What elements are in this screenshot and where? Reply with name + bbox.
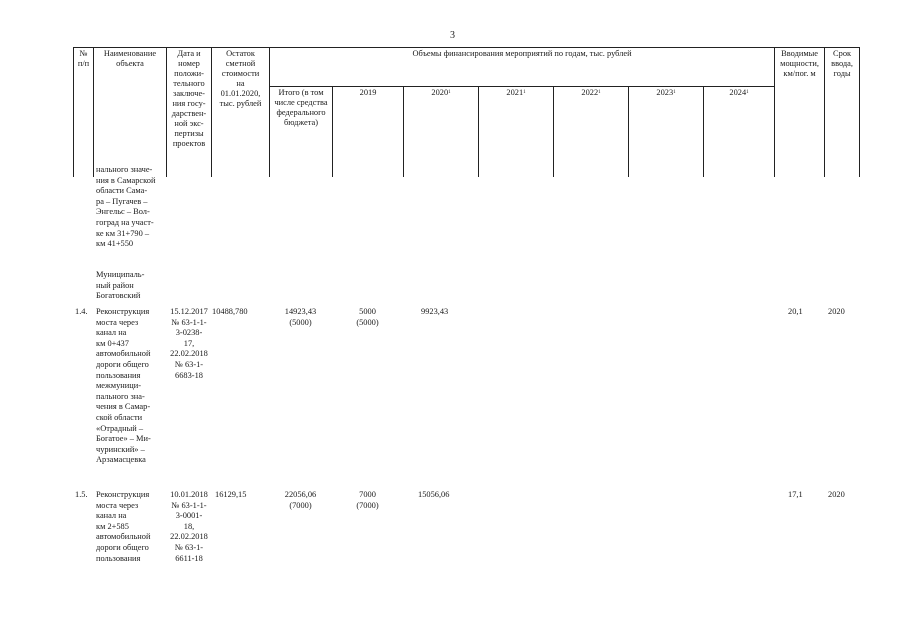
header-remaining-cost: Остаток сметной стоимости на 01.01.2020, тыс. рублей: [212, 48, 270, 165]
column-divider: [269, 165, 270, 177]
row-1-4-capacity: 20,1: [788, 307, 803, 316]
row-1-5-term: 2020: [828, 490, 845, 499]
column-divider: [211, 165, 212, 177]
row-1-5-remaining-cost: 16129,15: [215, 490, 247, 499]
column-divider: [478, 165, 479, 177]
column-divider: [93, 165, 94, 177]
row-1-4-num: 1.4.: [75, 307, 88, 316]
header-expertise-date: Дата и номер положи- тельного заключе- ния госу- дарствен- ной экс- пертизы проектов: [167, 48, 212, 165]
header-capacity: Вводимые мощности, км/пог. м: [775, 48, 825, 165]
footnote-mark: 1: [746, 90, 749, 95]
row-1-5-year-2019: 7000 (7000): [356, 490, 379, 510]
column-divider: [73, 165, 74, 177]
column-divider: [774, 165, 775, 177]
row-1-5-name: Реконструкция моста через канал на км 2+585 автомобильной дороги общего пользования: [96, 490, 151, 563]
header-year-2022: 2022$^1$: [554, 87, 629, 165]
row-1-5-num: 1.5.: [75, 490, 88, 499]
row-1-4-term: 2020: [828, 307, 845, 316]
row-1-4-expertise-date: 15.12.2017 № 63-1-1- 3-0238- 17, 22.02.2018 № 63-1- 6683-18: [170, 307, 208, 380]
header-year-2024: 2024$^1$: [704, 87, 775, 165]
footnote-mark: 1: [598, 90, 601, 95]
column-divider: [403, 165, 404, 177]
continued-object-name: нального значе- ния в Самарской области Сама- ра – Пугачев – Энгельс – Вол- гоград на участ- ке км 31+790 – км 41+550: [96, 165, 156, 249]
header-object-name: Наименование объекта: [94, 48, 167, 165]
row-1-5-total: 22056,06 (7000): [284, 490, 317, 510]
header-year-2020: 2020$^1$: [404, 87, 479, 165]
header-total: Итого (в том числе средства федерального бюджета): [270, 87, 333, 165]
row-1-4-year-2020: 9923,43: [421, 307, 449, 316]
district-label: Муниципаль- ный район Богатовский: [96, 270, 145, 301]
column-divider: [703, 165, 704, 177]
column-divider: [166, 165, 167, 177]
row-1-5-year-2020: 15056,06: [418, 490, 450, 499]
row-1-4-name: Реконструкция моста через канал на км 0+437 автомобильной дороги общего пользования межмуници- пального зна- чения в Самар- ской области «Отрадный – Богатое» – Ми- чуринский» – Арзамасцевка: [96, 307, 151, 465]
row-1-5-capacity: 17,1: [788, 490, 803, 499]
footnote-mark: 1: [523, 90, 526, 95]
row-1-4-remaining-cost: 10488,780: [212, 307, 248, 316]
column-divider: [553, 165, 554, 177]
column-divider: [859, 165, 860, 177]
header-term: Срок ввода, годы: [825, 48, 860, 165]
row-1-5-expertise-date: 10.01.2018 № 63-1-1- 3-0001- 18, 22.02.2018 № 63-1- 6611-18: [170, 490, 208, 563]
header-financing-volumes: Объемы финансирования мероприятий по годам, тыс. рублей: [270, 48, 775, 87]
column-divider: [824, 165, 825, 177]
column-divider: [332, 165, 333, 177]
header-year-2023: 2023$^1$: [629, 87, 704, 165]
page-number: 3: [450, 30, 455, 41]
column-divider: [628, 165, 629, 177]
row-1-4-total: 14923,43 (5000): [284, 307, 317, 327]
header-year-2019: 2019: [333, 87, 404, 165]
footnote-mark: 1: [673, 90, 676, 95]
row-1-4-year-2019: 5000 (5000): [356, 307, 379, 327]
footnote-mark: 1: [448, 90, 451, 95]
header-num: № п/п: [74, 48, 94, 165]
financing-table-header: [73, 47, 860, 165]
header-year-2021: 2021$^1$: [479, 87, 554, 165]
